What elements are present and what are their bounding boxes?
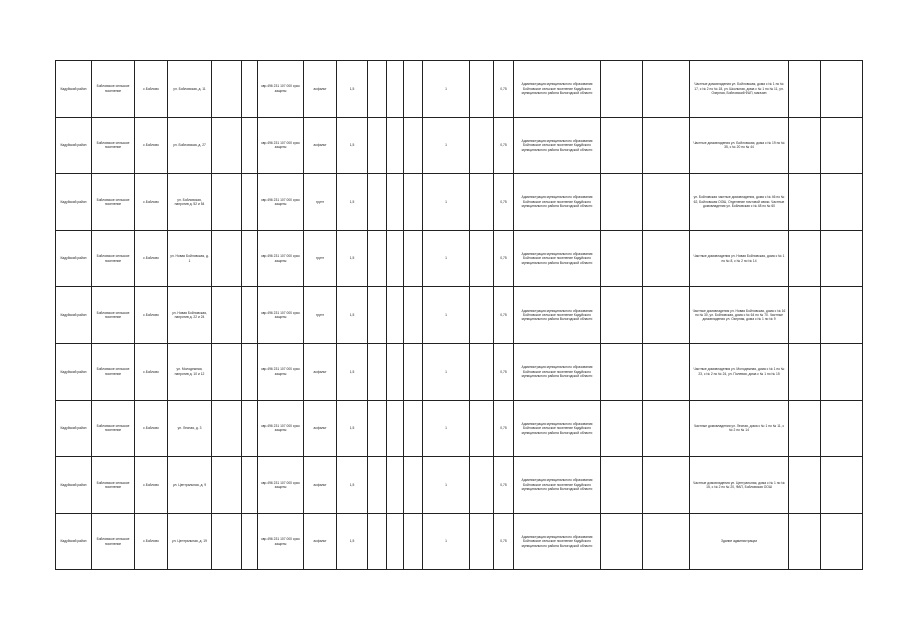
- area-cell: 1,5: [337, 457, 368, 514]
- blank-cell: [821, 513, 863, 570]
- blank-cell: [212, 457, 242, 514]
- blank-cell: [212, 400, 242, 457]
- surface-cell: асфальт: [304, 457, 337, 514]
- owner-cell: Администрация муниципального образования Бойловское сельское поселение Кадуйского муниципального района Вологодской области: [514, 400, 601, 457]
- count-cell: 1: [423, 174, 470, 231]
- sources-cell: Частные домовладения ул. Бойловская, дома с № 19 по № 35, с № 20 по № 44: [690, 117, 789, 174]
- volume-cell: 0,75: [494, 174, 514, 231]
- locality-cell: с.Бойлово: [135, 400, 168, 457]
- table-row: [56, 61, 863, 118]
- owner-cell: Администрация муниципального образования Бойловское сельское поселение Кадуйского муниципального района Вологодской области: [514, 230, 601, 287]
- blank-cell: [404, 230, 423, 287]
- blank-cell: [470, 117, 494, 174]
- address-cell: ул. Новая Бойловская, д. 1: [168, 230, 212, 287]
- settlement-cell: Бойловское сельское поселение: [92, 230, 135, 287]
- blank-cell: [601, 400, 643, 457]
- table-row: [56, 343, 863, 400]
- owner-cell: Администрация муниципального образования Бойловское сельское поселение Кадуйского муниципального района Вологодской области: [514, 61, 601, 118]
- surface-cell: асфальт: [304, 513, 337, 570]
- blank-cell: [368, 457, 387, 514]
- blank-cell: [789, 230, 821, 287]
- table-row: [56, 457, 863, 514]
- address-cell: ул. Центральная, д. 19: [168, 513, 212, 570]
- table-row: [56, 287, 863, 344]
- table-row: [56, 174, 863, 231]
- blank-cell: [242, 343, 258, 400]
- address-cell: ул. Новая Бойловская, напротив д. 22 и 24: [168, 287, 212, 344]
- volume-cell: 0,75: [494, 287, 514, 344]
- blank-cell: [470, 61, 494, 118]
- blank-cell: [368, 400, 387, 457]
- volume-cell: 0,75: [494, 61, 514, 118]
- blank-cell: [789, 61, 821, 118]
- locality-cell: с.Бойлово: [135, 343, 168, 400]
- blank-cell: [404, 457, 423, 514]
- blank-cell: [470, 174, 494, 231]
- table-row: [56, 117, 863, 174]
- blank-cell: [643, 61, 690, 118]
- locality-cell: с.Бойлово: [135, 174, 168, 231]
- blank-cell: [470, 287, 494, 344]
- blank-cell: [643, 457, 690, 514]
- blank-cell: [821, 117, 863, 174]
- cadastral-cell: квр.496 231 107 000 срок защиты: [258, 174, 304, 231]
- blank-cell: [368, 513, 387, 570]
- volume-cell: 0,75: [494, 343, 514, 400]
- table-row: [56, 400, 863, 457]
- district-cell: Кадуйский район: [56, 117, 92, 174]
- blank-cell: [387, 287, 404, 344]
- blank-cell: [387, 343, 404, 400]
- blank-cell: [387, 174, 404, 231]
- blank-cell: [242, 457, 258, 514]
- settlement-cell: Бойловское сельское поселение: [92, 343, 135, 400]
- blank-cell: [404, 287, 423, 344]
- district-cell: Кадуйский район: [56, 287, 92, 344]
- blank-cell: [212, 343, 242, 400]
- cadastral-cell: квр.496 231 107 000 срок защиты: [258, 343, 304, 400]
- count-cell: 1: [423, 513, 470, 570]
- blank-cell: [404, 400, 423, 457]
- count-cell: 1: [423, 343, 470, 400]
- address-cell: ул. Бойловская, напротив д. 52 и 54: [168, 174, 212, 231]
- blank-cell: [470, 513, 494, 570]
- area-cell: 1,5: [337, 61, 368, 118]
- district-cell: Кадуйский район: [56, 513, 92, 570]
- owner-cell: Администрация муниципального образования Бойловское сельское поселение Кадуйского муниципального района Вологодской области: [514, 287, 601, 344]
- blank-cell: [368, 343, 387, 400]
- blank-cell: [212, 230, 242, 287]
- blank-cell: [601, 457, 643, 514]
- blank-cell: [470, 400, 494, 457]
- cadastral-cell: квр.496 231 107 000 срок защиты: [258, 457, 304, 514]
- blank-cell: [368, 61, 387, 118]
- blank-cell: [387, 117, 404, 174]
- blank-cell: [470, 230, 494, 287]
- blank-cell: [601, 174, 643, 231]
- district-cell: Кадуйский район: [56, 343, 92, 400]
- blank-cell: [789, 117, 821, 174]
- volume-cell: 0,75: [494, 230, 514, 287]
- area-cell: 1,5: [337, 343, 368, 400]
- volume-cell: 0,75: [494, 513, 514, 570]
- sources-cell: Частные домовладения ул. Центральная, дома с № 1 по № 15, с № 2 по № 20, ФАП, Бойловская ООШ: [690, 457, 789, 514]
- surface-cell: грунт: [304, 287, 337, 344]
- address-cell: ул. Бойловская, д. 11: [168, 61, 212, 118]
- volume-cell: 0,75: [494, 400, 514, 457]
- blank-cell: [789, 513, 821, 570]
- owner-cell: Администрация муниципального образования Бойловское сельское поселение Кадуйского муниципального района Вологодской области: [514, 513, 601, 570]
- blank-cell: [821, 61, 863, 118]
- blank-cell: [601, 230, 643, 287]
- blank-cell: [601, 513, 643, 570]
- blank-cell: [470, 343, 494, 400]
- area-cell: 1,5: [337, 513, 368, 570]
- blank-cell: [643, 117, 690, 174]
- area-cell: 1,5: [337, 230, 368, 287]
- blank-cell: [387, 457, 404, 514]
- blank-cell: [404, 513, 423, 570]
- surface-cell: асфальт: [304, 343, 337, 400]
- cadastral-cell: квр.496 231 107 000 срок защиты: [258, 61, 304, 118]
- blank-cell: [821, 457, 863, 514]
- blank-cell: [212, 513, 242, 570]
- count-cell: 1: [423, 457, 470, 514]
- blank-cell: [404, 61, 423, 118]
- count-cell: 1: [423, 230, 470, 287]
- district-cell: Кадуйский район: [56, 61, 92, 118]
- cadastral-cell: квр.496 231 107 000 срок защиты: [258, 230, 304, 287]
- blank-cell: [212, 174, 242, 231]
- locality-cell: с.Бойлово: [135, 230, 168, 287]
- blank-cell: [601, 343, 643, 400]
- sources-cell: Частные домовладения ул. Молодежная, дома с № 1 по № 23, с № 2 по № 24, ул. Полевая, дома с № 1 по № 15: [690, 343, 789, 400]
- count-cell: 1: [423, 61, 470, 118]
- table-row: [56, 513, 863, 570]
- blank-cell: [368, 117, 387, 174]
- blank-cell: [387, 61, 404, 118]
- count-cell: 1: [423, 117, 470, 174]
- blank-cell: [601, 287, 643, 344]
- owner-cell: Администрация муниципального образования Бойловское сельское поселение Кадуйского муниципального района Вологодской области: [514, 174, 601, 231]
- locality-cell: с.Бойлово: [135, 457, 168, 514]
- sources-cell: Частные домовладения ул. Новая Бойловская, дома с № 1 по № 8, с № 2 по № 14: [690, 230, 789, 287]
- address-cell: ул. Центральная, д. 9: [168, 457, 212, 514]
- blank-cell: [404, 117, 423, 174]
- blank-cell: [404, 174, 423, 231]
- blank-cell: [643, 174, 690, 231]
- settlement-cell: Бойловское сельское поселение: [92, 61, 135, 118]
- surface-cell: асфальт: [304, 61, 337, 118]
- volume-cell: 0,75: [494, 117, 514, 174]
- locality-cell: с.Бойлово: [135, 287, 168, 344]
- cadastral-cell: квр.496 231 107 000 срок защиты: [258, 287, 304, 344]
- address-cell: ул. Бойловская, д. 27: [168, 117, 212, 174]
- locality-cell: с.Бойлово: [135, 513, 168, 570]
- owner-cell: Администрация муниципального образования Бойловское сельское поселение Кадуйского муниципального района Вологодской области: [514, 457, 601, 514]
- settlement-cell: Бойловское сельское поселение: [92, 117, 135, 174]
- blank-cell: [643, 287, 690, 344]
- blank-cell: [643, 343, 690, 400]
- district-cell: Кадуйский район: [56, 400, 92, 457]
- blank-cell: [404, 343, 423, 400]
- blank-cell: [643, 400, 690, 457]
- blank-cell: [821, 230, 863, 287]
- area-cell: 1,5: [337, 174, 368, 231]
- sources-cell: Частные домовладения ул. Бойловская, дома с № 1 по № 17, с № 2 по № 18, ул. Школьная, дома с № 1 по № 11, ул. Озерная, Бойловский ФАП, магазин: [690, 61, 789, 118]
- owner-cell: Администрация муниципального образования Бойловское сельское поселение Кадуйского муниципального района Вологодской области: [514, 117, 601, 174]
- blank-cell: [242, 174, 258, 231]
- count-cell: 1: [423, 400, 470, 457]
- surface-cell: грунт: [304, 230, 337, 287]
- blank-cell: [821, 174, 863, 231]
- blank-cell: [368, 230, 387, 287]
- surface-cell: грунт: [304, 174, 337, 231]
- blank-cell: [601, 117, 643, 174]
- blank-cell: [789, 287, 821, 344]
- sources-cell: Частные домовладения ул. Лесная, дома с № 1 по № 11, с № 2 по № 14: [690, 400, 789, 457]
- blank-cell: [212, 61, 242, 118]
- blank-cell: [242, 400, 258, 457]
- area-cell: 1,5: [337, 287, 368, 344]
- cadastral-cell: квр.496 231 107 000 срок защиты: [258, 513, 304, 570]
- settlement-cell: Бойловское сельское поселение: [92, 513, 135, 570]
- blank-cell: [242, 513, 258, 570]
- area-cell: 1,5: [337, 400, 368, 457]
- surface-cell: асфальт: [304, 400, 337, 457]
- blank-cell: [242, 287, 258, 344]
- settlement-cell: Бойловское сельское поселение: [92, 174, 135, 231]
- blank-cell: [470, 457, 494, 514]
- district-cell: Кадуйский район: [56, 174, 92, 231]
- cadastral-cell: квр.496 231 107 000 срок защиты: [258, 400, 304, 457]
- cadastral-cell: квр.496 231 107 000 срок защиты: [258, 117, 304, 174]
- settlement-cell: Бойловское сельское поселение: [92, 400, 135, 457]
- blank-cell: [789, 174, 821, 231]
- blank-cell: [212, 287, 242, 344]
- blank-cell: [789, 343, 821, 400]
- district-cell: Кадуйский район: [56, 457, 92, 514]
- volume-cell: 0,75: [494, 457, 514, 514]
- count-cell: 1: [423, 287, 470, 344]
- blank-cell: [643, 513, 690, 570]
- owner-cell: Администрация муниципального образования Бойловское сельское поселение Кадуйского муниципального района Вологодской области: [514, 343, 601, 400]
- settlement-cell: Бойловское сельское поселение: [92, 457, 135, 514]
- area-cell: 1,5: [337, 117, 368, 174]
- sources-cell: ул. Бойловская частные домовладения, дома с № 46 по № 62, Бойловская ООШ, Отделение почтовой связи. Частные домовладения ул. Бойловская с № 48 по № 60: [690, 174, 789, 231]
- blank-cell: [368, 174, 387, 231]
- table-row: [56, 230, 863, 287]
- locality-cell: с.Бойлово: [135, 117, 168, 174]
- district-cell: Кадуйский район: [56, 230, 92, 287]
- sources-cell: Здание администрации: [690, 513, 789, 570]
- blank-cell: [242, 61, 258, 118]
- register-table: [55, 60, 863, 570]
- blank-cell: [821, 400, 863, 457]
- sources-cell: Частные домовладения ул. Новая Бойловская, дома с № 16 по № 30, ул. Бойловская, дома с № 64 по № 70. Частные домовладения ул. Озерная, дома с № 1 по № 9: [690, 287, 789, 344]
- settlement-cell: Бойловское сельское поселение: [92, 287, 135, 344]
- blank-cell: [789, 457, 821, 514]
- blank-cell: [242, 230, 258, 287]
- blank-cell: [387, 400, 404, 457]
- blank-cell: [387, 230, 404, 287]
- blank-cell: [821, 343, 863, 400]
- blank-cell: [212, 117, 242, 174]
- blank-cell: [368, 287, 387, 344]
- address-cell: ул. Молодежная, напротив д. 10 и 12: [168, 343, 212, 400]
- blank-cell: [821, 287, 863, 344]
- blank-cell: [789, 400, 821, 457]
- blank-cell: [242, 117, 258, 174]
- address-cell: ул. Лесная, д. 3: [168, 400, 212, 457]
- blank-cell: [387, 513, 404, 570]
- surface-cell: асфальт: [304, 117, 337, 174]
- blank-cell: [601, 61, 643, 118]
- blank-cell: [643, 230, 690, 287]
- locality-cell: с.Бойлово: [135, 61, 168, 118]
